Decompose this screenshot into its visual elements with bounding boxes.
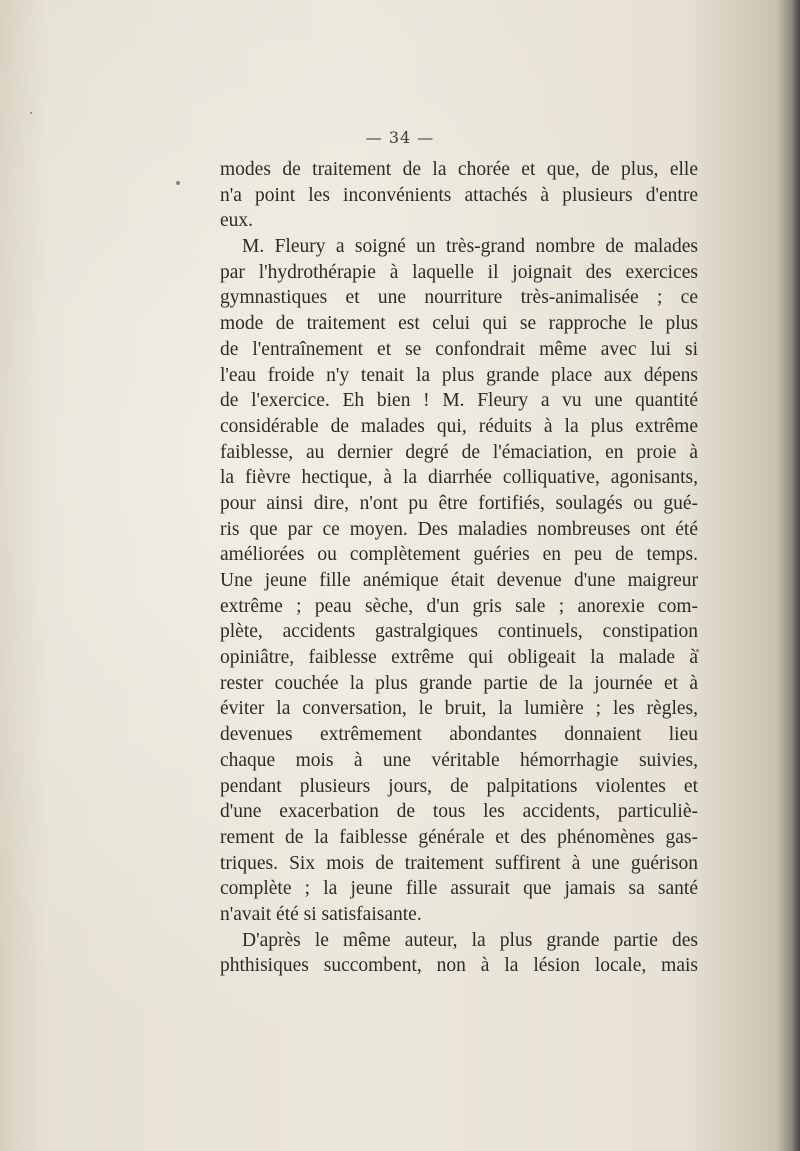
text-line: considérable de malades qui, réduits à la plus extrême: [220, 415, 698, 437]
text-line: par l'hydrothérapie à laquelle il joignait des exercices: [220, 261, 698, 283]
page-number: — 34 —: [365, 128, 435, 147]
text-line: triques. Six mois de traitement suffirent à une guérison: [220, 852, 698, 874]
text-line: rester couchée la plus grande partie de la journée et à: [220, 672, 698, 694]
text-line: de l'exercice. Eh bien ! M. Fleury a vu une quantité: [220, 390, 698, 412]
text-line: M. Fleury a soigné un très-grand nombre de malades: [242, 236, 698, 258]
text-line: D'après le même auteur, la plus grande partie des: [242, 929, 698, 951]
paper-speck: [176, 181, 180, 185]
page-edge-shadow: [792, 0, 800, 1151]
text-line: gymnastiques et une nourriture très-animalisée ; ce: [220, 287, 698, 309]
text-line: ris que par ce moyen. Des maladies nombreuses ont été: [220, 518, 698, 540]
text-line: la fièvre hectique, à la diarrhée colliquative, agonisants,: [220, 467, 698, 489]
text-line: devenues extrêmement abondantes donnaient lieu: [220, 724, 698, 746]
text-line: modes de traitement de la chorée et que, de plus, elle: [220, 159, 698, 180]
text-line: complète ; la jeune fille assurait que jamais sa santé: [220, 878, 698, 900]
text-line: pour ainsi dire, n'ont pu être fortifiés, soulagés ou gué-: [220, 492, 698, 514]
body-text: [220, 157, 698, 979]
text-line: de l'entraînement et se confondrait même avec lui si: [220, 338, 698, 360]
text-line: d'une exacerbation de tous les accidents, particuliè-: [220, 801, 698, 823]
paper-speck: [30, 112, 32, 114]
text-line: l'eau froide n'y tenait la plus grande place aux dépens: [220, 364, 698, 386]
text-line: rement de la faiblesse générale et des phénomènes gas-: [220, 826, 698, 848]
text-line: extrême ; peau sèche, d'un gris sale ; anorexie com-: [220, 595, 698, 617]
text-line: opiniâtre, faiblesse extrême qui obligeait la malade à: [220, 647, 698, 669]
text-line: eux.: [220, 210, 254, 232]
text-line: phthisiques succombent, non à la lésion locale, mais: [220, 955, 698, 977]
text-line: mode de traitement est celui qui se rapproche le plus: [220, 313, 698, 335]
text-line: n'avait été si satisfaisante.: [220, 903, 422, 925]
text-line: éviter la conversation, le bruit, la lumière ; les règles,: [220, 698, 698, 720]
text-line: faiblesse, au dernier degré de l'émaciation, en proie à: [220, 441, 698, 463]
text-line: n'a point les inconvénients attachés à plusieurs d'entre: [220, 184, 698, 206]
text-line: plète, accidents gastralgiques continuels, constipation: [220, 621, 698, 643]
text-line: Une jeune fille anémique était devenue d'une maigreur: [220, 570, 698, 591]
text-line: pendant plusieurs jours, de palpitations violentes et: [220, 775, 698, 797]
text-line: améliorées ou complètement guéries en peu de temps.: [220, 544, 698, 566]
text-line: chaque mois à une véritable hémorrhagie suivies,: [220, 749, 698, 771]
